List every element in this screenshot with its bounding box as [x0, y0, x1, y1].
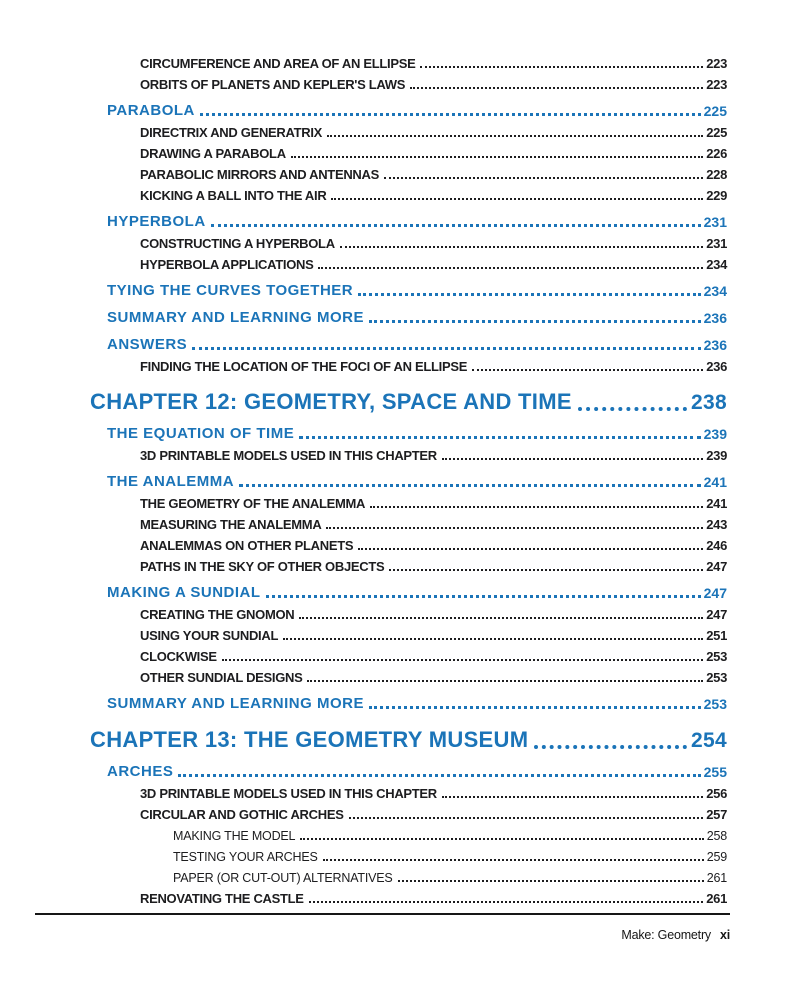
dot-leader: [291, 156, 703, 158]
toc-entry-page: 253: [703, 696, 727, 712]
toc-entry-label: ANSWERS: [107, 336, 188, 353]
toc-entry-page: 231: [706, 236, 727, 251]
toc-entry: [107, 331, 727, 353]
toc-entry-label: ANALEMMAS ON OTHER PLANETS: [140, 538, 354, 553]
dot-leader: [349, 817, 704, 819]
toc-entry: [140, 490, 727, 511]
dot-leader: [472, 369, 703, 371]
dot-leader: [327, 135, 703, 137]
toc-entry-label: CLOCKWISE: [140, 649, 217, 664]
dot-leader: [442, 458, 703, 460]
toc-entry-label: CHAPTER 12: GEOMETRY, SPACE AND TIME: [90, 389, 572, 414]
toc-entry-label: CREATING THE GNOMON: [140, 607, 295, 622]
dot-leader: [192, 347, 700, 350]
toc-entry: [140, 230, 727, 251]
toc-entry: [90, 387, 727, 415]
toc-entry-page: 251: [706, 628, 727, 643]
toc-entry-page: 243: [706, 517, 727, 532]
toc-entry-label: OTHER SUNDIAL DESIGNS: [140, 670, 303, 685]
toc-entry: [140, 885, 727, 906]
dot-leader: [178, 774, 700, 777]
toc-entry: [107, 208, 727, 230]
toc-entry-label: SUMMARY AND LEARNING MORE: [107, 695, 364, 712]
toc-entry-page: 257: [706, 807, 727, 822]
toc-entry: [140, 140, 727, 161]
dot-leader: [307, 680, 703, 682]
dot-leader: [323, 859, 704, 861]
toc-entry-page: 226: [706, 146, 727, 161]
toc-entry-page: 259: [706, 850, 727, 864]
toc-entry-page: 247: [706, 607, 727, 622]
toc-entry: [173, 822, 727, 843]
toc-entry-page: 255: [703, 764, 727, 780]
toc-entry: [140, 442, 727, 463]
toc-entry-page: 228: [706, 167, 727, 182]
dot-leader: [318, 267, 703, 269]
toc-entry: [140, 251, 727, 272]
toc-entry: [140, 622, 727, 643]
toc-entry: [107, 97, 727, 119]
dot-leader: [358, 293, 700, 296]
toc-entry-label: 3D PRINTABLE MODELS USED IN THIS CHAPTER: [140, 448, 437, 463]
toc-entry-label: PAPER (OR CUT-OUT) ALTERNATIVES: [173, 871, 393, 885]
dot-leader: [369, 706, 701, 709]
dot-leader: [389, 569, 703, 571]
folio-page-number: xi: [719, 928, 730, 942]
toc-entry-page: 261: [706, 891, 727, 906]
dot-leader: [299, 617, 703, 619]
toc-entry-page: 236: [706, 359, 727, 374]
toc-entry-page: 225: [703, 103, 727, 119]
toc-entry-label: SUMMARY AND LEARNING MORE: [107, 309, 364, 326]
toc-entry-label: USING YOUR SUNDIAL: [140, 628, 279, 643]
toc-entry-page: 256: [706, 786, 727, 801]
dot-leader: [578, 407, 687, 411]
dot-leader: [239, 484, 701, 487]
toc-entry-label: RENOVATING THE CASTLE: [140, 891, 304, 906]
dot-leader: [410, 87, 703, 89]
toc-entry: [90, 725, 727, 753]
toc-entry: [107, 690, 727, 712]
toc-entry-label: ARCHES: [107, 763, 174, 780]
toc-entry: [140, 161, 727, 182]
toc-entry: [107, 420, 727, 442]
toc-entry-label: THE GEOMETRY OF THE ANALEMMA: [140, 496, 366, 511]
toc-entry-label: THE ANALEMMA: [107, 473, 235, 490]
toc-entry-label: MAKING A SUNDIAL: [107, 584, 261, 601]
toc-entry-page: 253: [706, 649, 727, 664]
toc-entry-page: 254: [691, 729, 727, 752]
toc-entry: [140, 601, 727, 622]
toc-entry-page: 223: [706, 56, 727, 71]
dot-leader: [534, 745, 687, 749]
toc-entry: [107, 579, 727, 601]
toc-entry: [140, 643, 727, 664]
toc-entry-page: 225: [706, 125, 727, 140]
toc-entry-label: TYING THE CURVES TOGETHER: [107, 282, 354, 299]
dot-leader: [442, 796, 703, 798]
footer-divider: [35, 913, 730, 915]
toc-entry-page: 231: [703, 214, 727, 230]
dot-leader: [340, 246, 703, 248]
toc-entry-page: 234: [706, 257, 727, 272]
toc-entry-page: 261: [706, 871, 727, 885]
toc-entry-label: MAKING THE MODEL: [173, 829, 296, 843]
dot-leader: [283, 638, 703, 640]
dot-leader: [300, 838, 703, 840]
toc-entry-page: 241: [703, 474, 727, 490]
toc-entry-label: ORBITS OF PLANETS AND KEPLER'S LAWS: [140, 77, 406, 92]
dot-leader: [358, 548, 703, 550]
dot-leader: [326, 527, 703, 529]
toc-entry: [140, 353, 727, 374]
toc-entry: [140, 532, 727, 553]
dot-leader: [384, 177, 703, 179]
toc-entry-label: CIRCULAR AND GOTHIC ARCHES: [140, 807, 344, 822]
toc-entry: [107, 468, 727, 490]
toc-entry: [140, 119, 727, 140]
toc-entry-label: 3D PRINTABLE MODELS USED IN THIS CHAPTER: [140, 786, 437, 801]
toc-entry-label: FINDING THE LOCATION OF THE FOCI OF AN ELLIPSE: [140, 359, 468, 374]
toc-entry: [140, 182, 727, 203]
toc-entry: [140, 801, 727, 822]
dot-leader: [420, 66, 703, 68]
toc-entry-page: 236: [703, 310, 727, 326]
toc-entry-label: PATHS IN THE SKY OF OTHER OBJECTS: [140, 559, 385, 574]
toc-entry-page: 247: [703, 585, 727, 601]
toc-entry: [140, 780, 727, 801]
toc-entry-page: 238: [691, 391, 727, 414]
toc-entry-page: 247: [706, 559, 727, 574]
book-title: Make: Geometry: [621, 928, 711, 942]
toc-entry-page: 223: [706, 77, 727, 92]
toc-entry: [140, 50, 727, 71]
dot-leader: [398, 880, 704, 882]
toc-entry-label: KICKING A BALL INTO THE AIR: [140, 188, 327, 203]
toc-entry-page: 241: [706, 496, 727, 511]
toc-entry: [140, 511, 727, 532]
toc-entry-page: 239: [706, 448, 727, 463]
toc-entry-page: 246: [706, 538, 727, 553]
toc-entry-page: 229: [706, 188, 727, 203]
toc-entry: [140, 553, 727, 574]
toc-entry-label: TESTING YOUR ARCHES: [173, 850, 318, 864]
toc-entry: [173, 843, 727, 864]
page-footer: [621, 928, 730, 942]
toc-entry-label: DIRECTRIX AND GENERATRIX: [140, 125, 323, 140]
toc-entry-label: PARABOLIC MIRRORS AND ANTENNAS: [140, 167, 379, 182]
toc-entry: [173, 864, 727, 885]
dot-leader: [299, 436, 700, 439]
dot-leader: [370, 506, 703, 508]
dot-leader: [222, 659, 703, 661]
toc-entry-label: HYPERBOLA APPLICATIONS: [140, 257, 314, 272]
toc-entry-label: CONSTRUCTING A HYPERBOLA: [140, 236, 335, 251]
toc-entry-page: 258: [706, 829, 727, 843]
toc-entry-label: THE EQUATION OF TIME: [107, 425, 295, 442]
toc-entry-page: 236: [703, 337, 727, 353]
dot-leader: [331, 198, 703, 200]
dot-leader: [309, 901, 704, 903]
toc-entry: [140, 71, 727, 92]
toc-entry-label: CHAPTER 13: THE GEOMETRY MUSEUM: [90, 727, 529, 752]
toc-entry-label: PARABOLA: [107, 102, 195, 119]
table-of-contents: [90, 50, 727, 906]
dot-leader: [266, 595, 701, 598]
toc-entry: [107, 304, 727, 326]
toc-entry-label: HYPERBOLA: [107, 213, 206, 230]
toc-entry-label: CIRCUMFERENCE AND AREA OF AN ELLIPSE: [140, 56, 416, 71]
toc-entry: [140, 664, 727, 685]
toc-entry: [107, 758, 727, 780]
dot-leader: [200, 113, 701, 116]
dot-leader: [211, 224, 701, 227]
dot-leader: [369, 320, 701, 323]
toc-entry: [107, 277, 727, 299]
toc-entry-page: 239: [703, 426, 727, 442]
toc-entry-label: DRAWING A PARABOLA: [140, 146, 286, 161]
toc-entry-page: 234: [703, 283, 727, 299]
toc-entry-label: MEASURING THE ANALEMMA: [140, 517, 322, 532]
toc-entry-page: 253: [706, 670, 727, 685]
